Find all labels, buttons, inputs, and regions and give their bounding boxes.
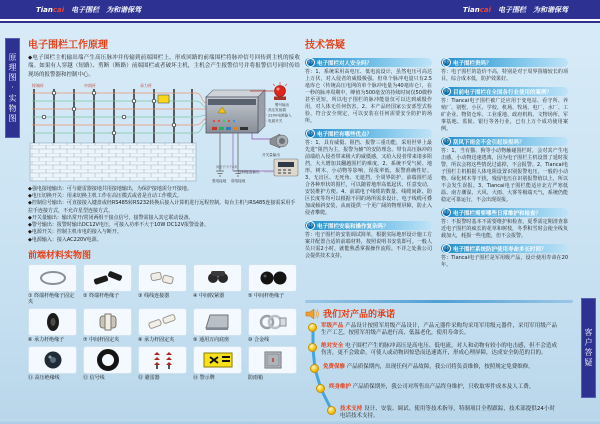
question-icon: 问 — [306, 221, 315, 230]
answer-text: 答：Tiancai电子围栏被广泛应用于变电站、看守所、养殖厂、别墅、小区、学校、机场、牧场、电厂、水厂、工矿企业、物资仓库、工业重地、政府机构、文物场所、军事基地、监狱、银行等各行业，已有上万个成功使用案例。 — [441, 98, 568, 132]
material-item — [28, 264, 77, 305]
qa-page — [305, 36, 569, 269]
ground-wires — [216, 133, 242, 176]
materials-title: 前端材料实物图 — [28, 250, 92, 261]
material-label: ⑨ 通用万向底座 — [193, 336, 230, 343]
qa-columns — [305, 54, 569, 269]
qa-column-2 — [441, 54, 568, 269]
note-item: ◆开关量输出：输出常开/常闭两组干接点信号，接警需接入其它联动设备。 — [28, 214, 194, 221]
brand-logo-left — [36, 5, 141, 15]
material-item — [28, 346, 77, 381]
answer-text: 答：Tiancai电子围栏是军用级产品，设计使用寿命在20年。 — [441, 255, 568, 268]
mid-insulator-photo — [248, 264, 297, 292]
question-icon: 问 — [442, 87, 451, 96]
note-item: ◆强电接地输出：可与避雷器接地共用接地输出，为保护接地需分开接地。 — [28, 185, 192, 192]
question-text: 电子围栏贵吗？ — [453, 60, 492, 67]
question-icon: 问 — [442, 137, 451, 146]
note-item: ◆电源开关：控制主机市电的接入与断开。 — [28, 229, 122, 236]
universal-base-photo — [193, 308, 242, 336]
material-item — [83, 264, 132, 305]
promise-detail: 电子围栏产生的脉冲高压是高电压、低电流，对人和动物有较小的电击感，但不会造成伤害，更不会致命。可使人或动物因惊恐而迅速离开，形成心理屏障，达成安全防范的目的。 — [321, 343, 557, 357]
bearing-insulator-photo — [28, 308, 77, 336]
mid-post-clip-photo — [83, 308, 132, 336]
question-bar — [441, 244, 568, 253]
question-text: 电子围栏需要哪些日常维护和检查？ — [453, 210, 542, 217]
lightning-arrester-photo — [138, 346, 187, 374]
insulator-dots — [42, 91, 176, 135]
working-principle-diagram — [28, 81, 300, 185]
material-label: ⑪ 高压绝缘线 — [28, 374, 60, 381]
principle-page — [28, 36, 300, 381]
hv-insulated-wire-photo — [28, 346, 77, 374]
brand-prefix: Tian — [36, 5, 53, 14]
label-relay-output: 开关量输出 — [262, 152, 280, 157]
energizer-unit — [206, 90, 265, 133]
promise-item — [310, 364, 555, 373]
timeline-dot-icon — [308, 323, 317, 332]
terminal-notes-list — [28, 186, 300, 244]
question-text: 电子围栏安装和操作复杂吗？ — [317, 223, 389, 230]
question-icon: 问 — [442, 208, 451, 217]
material-item — [83, 346, 132, 381]
material-label: ⑥ 承力杆绝缘子 — [28, 336, 65, 343]
warning-plate-photo — [193, 346, 242, 374]
question-text: 目前电子围栏在全国各行业使用的案例？ — [453, 89, 553, 96]
qa-column-1 — [305, 54, 432, 269]
question-icon: 问 — [306, 58, 315, 67]
post-label-bearing: 承力杆 — [140, 82, 152, 88]
material-label: ④ 中间收紧器 — [193, 292, 225, 299]
promise-timeline — [305, 323, 573, 424]
rainproof-box-photo — [248, 346, 297, 374]
tensioner-photo — [193, 264, 242, 292]
label-power-switch: 电源开关 — [268, 118, 283, 123]
material-label: ⑩ 合金线 — [248, 336, 270, 343]
side-tab-customer-qa: 客户答疑 — [581, 298, 596, 398]
header-rule-blue — [0, 21, 600, 23]
post-label-terminal: 终端杆 — [32, 82, 44, 88]
brand-suffix: cai — [52, 5, 65, 14]
ground-spacing-note: 间距不小于4米 — [216, 164, 238, 169]
material-label: ③ 线线连接器 — [138, 292, 170, 299]
question-bar — [305, 129, 432, 138]
answer-text: 答：不报警时基本不需要维护和检查。夏季需定期清查靠近电子围栏的疯长的花草和树枝，冬季积雪时会使全线负载加大，耗损一些电能，但不会报警。 — [441, 219, 568, 239]
timeline-dot-icon — [308, 343, 317, 352]
timeline-dot-icon — [316, 384, 325, 393]
label-siren-output: 警号输出 — [275, 102, 290, 107]
material-item — [83, 308, 132, 343]
promise-item — [308, 323, 557, 338]
brand-logo-right — [463, 5, 568, 15]
header-band — [0, 0, 600, 19]
question-text: 刮风下雨会不会引起误报吗？ — [453, 139, 525, 146]
material-item — [193, 346, 242, 381]
principle-intro: ◆电子围栏主机输出端产生高压脉冲并传输到前端围栏上，形成回路的前端围栏将脉冲信号回传到主机的接收端。如果有人穿越（短路）、剪断（断路）前端围栏或者破坏主机，主机会产生报警信号并将报警信号同时传给现场的报警器和控制中心。 — [28, 55, 300, 78]
material-item — [193, 264, 242, 305]
promise-title: 我们对产品的承诺 — [323, 310, 396, 320]
brick-wall — [30, 143, 196, 181]
answer-text: 答：1、系统采用高电压、低电流设计，虽然电压可高达上万伏，对入侵者的威慑极强。但单个脉冲电量只有2.5毫库仑（传统高压电网的单个脉冲电量为40毫库仑），在一秒的脉冲周期中，峰值为500毫安的持续时间仅50微秒甚至更短，所以电子围栏的脉冲能量仅可以达到威慑作用，对人体无任何伤害。2、本产品经国家公安部型式检验，符合安全规定，可以安装在任何需要安全防护的场所。 — [305, 69, 432, 124]
horn-speaker — [252, 133, 288, 148]
brand-prefix: Tian — [462, 5, 480, 14]
note-item: ◆控制信号输出：可直接接入键盘或经RS485转RS232转换后接入计算机进行远程控制。每台主机与RS485连接需采用手拉手连接方式，不允许星型连接方式。 — [28, 200, 296, 214]
material-item — [138, 308, 187, 343]
material-label: ① 终端杆绝缘子固定夹 — [28, 292, 75, 305]
question-bar — [441, 208, 568, 217]
material-label: ⑦ 中间杆固定夹 — [83, 336, 120, 343]
material-item — [138, 346, 187, 381]
product-promise-section — [305, 300, 573, 424]
footer-strip — [0, 419, 600, 424]
question-icon: 问 — [442, 58, 451, 67]
section-divider — [305, 300, 573, 303]
promise-text — [321, 323, 557, 338]
question-text: 电子围栏有哪些优点？ — [317, 131, 373, 138]
answer-text: 答：1、当有猫、狗等小动物触碰围栏时，会对其产生电击感，小动物迅速逃离，因为电子围栏主机设置了延时报警，所以会将这些情况过滤掉，不会报警。2、Tiancai电子围栏主机根据人体电阻设置识别报警电压，一般的小动物、绿化树木等干扰，残留电压在识别报警值以上，所以不会发生误报。3、Tiancai电子围栏能适应北方严寒低温、南方潮湿、大风、大雨、大雾等极端天气，系统仍能稳定可靠运行，不会出现误报。 — [441, 148, 568, 203]
label-power-input: 220V电源输入 — [268, 113, 292, 118]
material-label: ⑫ 信号线 — [83, 374, 105, 381]
promise-name: 技术支持 — [340, 406, 363, 412]
material-label: ② 终端杆绝缘子 — [83, 292, 120, 299]
material-label: ⑤ 中间杆绝缘子 — [248, 292, 285, 299]
promise-name: 绝对安全 — [321, 343, 344, 349]
material-label: ⑭ 警示牌 — [193, 374, 215, 381]
brand-suffix: cai — [479, 5, 491, 14]
alloy-wire-photo — [248, 308, 297, 336]
label-hv-output: 高压发射端 — [268, 107, 286, 112]
post-label-middle: 中间杆 — [84, 82, 96, 88]
promise-header — [305, 307, 573, 320]
megaphone-icon — [305, 308, 319, 320]
bearing-clip-photo — [138, 308, 187, 336]
materials-grid — [28, 264, 300, 381]
question-bar — [441, 87, 568, 96]
material-label: 防雨箱 — [248, 374, 264, 381]
question-bar — [305, 58, 432, 67]
material-label: ⑬ 避雷器 — [138, 374, 160, 381]
qa-title: 技术答疑 — [305, 40, 345, 51]
timeline-dot-icon — [327, 406, 336, 415]
promise-name: 军级产品 — [321, 323, 344, 329]
question-bar — [441, 137, 568, 146]
terminal-insulator-photo — [83, 264, 132, 292]
brand-slogan: 电子围栏 为和谐保驾 — [71, 5, 142, 14]
question-icon: 问 — [442, 244, 451, 253]
note-item: ◆电源输入：接入AC220V电源。 — [28, 236, 102, 243]
promise-detail: 设计、安装、调试、使用等技术指导，特制项目全程跟踪，技术部提供24小时电话技术支持。 — [340, 406, 555, 420]
answer-text: 答：电子围栏的安装调试简单，根据实际地形设计施工方案并配置合适的前端材料，按照说明书安装即可。一般人员只需2小时，就能熟悉掌握操作流程。不详之处我公司会提供技术支持。 — [305, 232, 432, 259]
promise-detail: 产品质保期外，我公司对所售出产品终身维护，只收取零件成本及人工费。 — [352, 384, 535, 390]
wire-link-return — [196, 101, 206, 133]
label-power-ground: 强电接地 — [212, 178, 227, 183]
wire-connector-photo — [138, 264, 187, 292]
question-text: 电子围栏系统防护使用寿命多长时间？ — [453, 246, 547, 253]
promise-item — [316, 384, 555, 393]
material-item — [248, 264, 297, 305]
side-tab-principle: 原理图·实物图 — [5, 38, 20, 138]
question-bar — [305, 221, 432, 230]
label-keypad-output: 控制键盘输出 — [238, 169, 260, 174]
promise-name: 终身维护 — [329, 384, 352, 390]
terminal-insulator-clip-photo — [28, 264, 77, 292]
promise-text — [321, 343, 557, 358]
note-item: ◆警号输出：报警时输出DC12V电压，可接入功率不大于10W DC12V报警设备。 — [28, 222, 209, 228]
fence-warning-sign — [158, 95, 169, 103]
timeline-dot-icon — [310, 364, 319, 373]
material-item — [138, 264, 187, 305]
promise-text — [323, 364, 555, 373]
question-bar — [441, 58, 568, 67]
wire-link-hot — [196, 93, 206, 125]
signal-wire-photo — [83, 346, 132, 374]
promise-text — [329, 384, 555, 393]
material-item — [193, 308, 242, 343]
promise-name: 免费保修 — [323, 364, 346, 370]
label-signal-ground: 弱电接地 — [231, 178, 246, 183]
note-item: ◆电压切换开关：用来切换主机工作在高压模式或者是自动工作模式。 — [28, 193, 182, 199]
promise-detail: 产品质保期内，出现任何产品故障，我公司将负责维修，按照规定免费维修。 — [346, 364, 534, 370]
brand-slogan: 电子围栏 为和谐保驾 — [498, 5, 568, 14]
answer-text: 答：电子围栏的造价不高，特别是对于周界围墙较长的项目，综合成本低，防护效果好。 — [441, 69, 568, 82]
question-text: 电子围栏对人安全吗？ — [317, 60, 373, 67]
material-item — [248, 346, 297, 381]
material-label: ⑧ 承力杆固定夹 — [138, 336, 175, 343]
promise-item — [308, 343, 557, 358]
material-item — [248, 308, 297, 343]
promise-detail: 产品设计按照军用级产品设计，产品元器件采购均采用军用级元器件，采用军用级产品生产工艺，按照军用级产品进行高、低温老化，使用寿命长。 — [321, 323, 557, 337]
answer-text: 答：1、具有威慑、阻挡、报警三重功能，采用世界上最先进“阻挡为主，报警为辅”的安防理念。带有高压脉冲的前端给入侵者带来极大的威慑感，又给入侵者带来诸多阻挡，大大增加其翻越围栏的难度。2、系统不受气候、地形、树木、小动物等影响，误报率低，报警准确性好。3、无盲区、无死角、无遮挡，全周界防护，前端围栏适合各种形状的围栏，可以随着地形高低起伏、任意变动，安装维护方便。4、前端电子线缆的数量、线缆间距、防区长度等均可以根据不同的场所需求设计。电子线缆可叠加或倾斜安装，从而提供一个更广阔的物理屏障，防止入侵者攀爬。 — [305, 140, 432, 216]
page-title: 电子围栏工作原理 — [28, 40, 108, 51]
question-icon: 问 — [306, 129, 315, 138]
material-item — [28, 308, 77, 343]
